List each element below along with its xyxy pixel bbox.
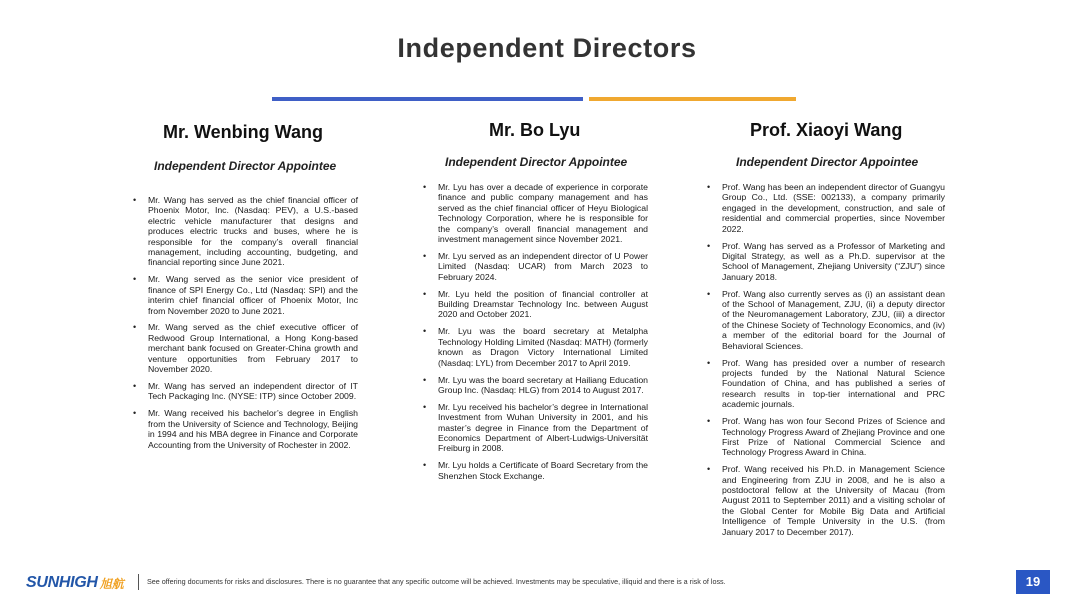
bio-list — [420, 182, 648, 481]
bio-item: • Prof. Wang has been an independent director of Guangyu Group Co., Ltd. (SSE: 002133), a company primarily engaged in the development, construction, and sale of residential and commercial properties, since November 2022. — [704, 182, 945, 234]
bio-item: • Prof. Wang has won four Second Prizes of Science and Technology Progress Award of Zhejiang Province and one First Prize of National Commercial Science and Technology Progress Award in China. — [704, 416, 945, 458]
bio-item: • Mr. Wang served as the senior vice president of finance of SPI Energy Co., Ltd (Nasdaq: SPI) and the interim chief financial officer of Phoenix Motor, Inc from November 2020 to June 2021. — [130, 274, 358, 316]
slide-title: Independent Directors — [397, 33, 697, 63]
director-column-2 — [420, 120, 648, 488]
bio-item: • Mr. Lyu has over a decade of experience in corporate finance and public company management and has served as the chief financial officer of Heyu Biological Technology Corporation, where he is responsible for the company’s overall financial management and investment management since November 2021. — [420, 182, 648, 244]
director-column-3 — [704, 120, 945, 544]
bio-item: • Mr. Wang served as the chief executive officer of Redwood Group International, a Hong Kong-based merchant bank focused on Greater-China growth and venture opportunities from February 2017 to November 2020. — [130, 322, 358, 374]
bio-item: • Mr. Wang has served as the chief financial officer of Phoenix Motor, Inc. (Nasdaq: PEV), a U.S.-based electric vehicle manufacturer that designs and produces electric trucks and buses, where he is responsible for the company’s overall financial management, including accounting, budgeting, and financial reporting since June 2021. — [130, 195, 358, 268]
director-name: Mr. Bo Lyu — [489, 120, 581, 140]
footer-divider — [138, 574, 139, 590]
director-role: Independent Director Appointee — [736, 155, 919, 169]
bio-item: • Mr. Lyu was the board secretary at Metalpha Technology Holding Limited (Nasdaq: MATH) (formerly known as Dragon Victory International Limited (Nasdaq: LYL) from December 2017 to April 2019. — [420, 326, 648, 368]
bio-item: • Mr. Lyu holds a Certificate of Board Secretary from the Shenzhen Stock Exchange. — [420, 460, 648, 481]
bio-item: • Prof. Wang received his Ph.D. in Management Science and Engineering from ZJU in 2008, and he is also a postdoctoral fellow at the University of Macau (from August 2011 to September 2011) and a visiting scholar of the Global Center for Mobile Big Data and Artificial Intelligence of Temple University in the U.S. (from January 2017 to December 2017). — [704, 464, 945, 537]
bio-item: • Mr. Wang received his bachelor’s degree in English from the University of Science and Technology, Beijing in 1994 and his MBA degree in Finance and Corporate Accounting from the University of Rochester in 2002. — [130, 408, 358, 450]
slide-footer — [0, 565, 1080, 601]
bio-list — [130, 195, 358, 450]
disclaimer-text: See offering documents for risks and disclosures. There is no guarantee that any specific outcome will be achieved. Investments may be speculative, illiquid and there is a risk of loss. — [147, 577, 726, 586]
director-role: Independent Director Appointee — [154, 159, 337, 173]
bio-list — [704, 182, 945, 537]
bio-item: • Mr. Lyu received his bachelor’s degree in International Investment from Wuhan University in 2001, and his master’s degree in Finance from the Department of Economics Department of Albert-Ludwigs-Universität Freiburg in 2008. — [420, 402, 648, 454]
director-role: Independent Director Appointee — [445, 155, 628, 169]
bio-item: • Mr. Wang has served an independent director of IT Tech Packaging Inc. (NYSE: ITP) since October 2009. — [130, 381, 358, 402]
page-number-badge: 19 — [1016, 570, 1050, 594]
logo-chinese-mark: 旭航 — [99, 576, 124, 591]
bio-item: • Prof. Wang has served as a Professor of Marketing and Digital Strategy, as well as a Ph.D. supervisor at the School of Management, Zhejiang University (“ZJU”) since January 2018. — [704, 241, 945, 283]
company-logo — [26, 570, 124, 596]
title-rule-blue — [272, 97, 583, 101]
bio-item: • Mr. Lyu served as an independent director of U Power Limited (Nasdaq: UCAR) from March 2023 to February 2024. — [420, 251, 648, 282]
bio-item: • Prof. Wang also currently serves as (i) an assistant dean of the School of Management, ZJU, (ii) a deputy director of the Neuromanagement Laboratory, ZJU, (iii) a director of the Chinese Society of Technology Economics, and (iv) a member of the editorial board for the Journal of Behavioral Sciences. — [704, 289, 945, 351]
director-column-1 — [130, 120, 358, 456]
director-name: Prof. Xiaoyi Wang — [750, 120, 903, 140]
bio-item: • Prof. Wang has presided over a number of research projects funded by the National Natural Science Foundation of China, and has published a series of research results in top-tier international and PRC academic journals. — [704, 358, 945, 410]
title-rule-orange — [589, 97, 796, 101]
logo-wordmark: SUNHIGH — [26, 574, 98, 591]
director-name: Mr. Wenbing Wang — [163, 122, 323, 142]
bio-item: • Mr. Lyu held the position of financial controller at Building Dreamstar Technology Inc. between August 2020 and October 2021. — [420, 289, 648, 320]
bio-item: • Mr. Lyu was the board secretary at Hailiang Education Group Inc. (Nasdaq: HLG) from 2014 to August 2017. — [420, 375, 648, 396]
